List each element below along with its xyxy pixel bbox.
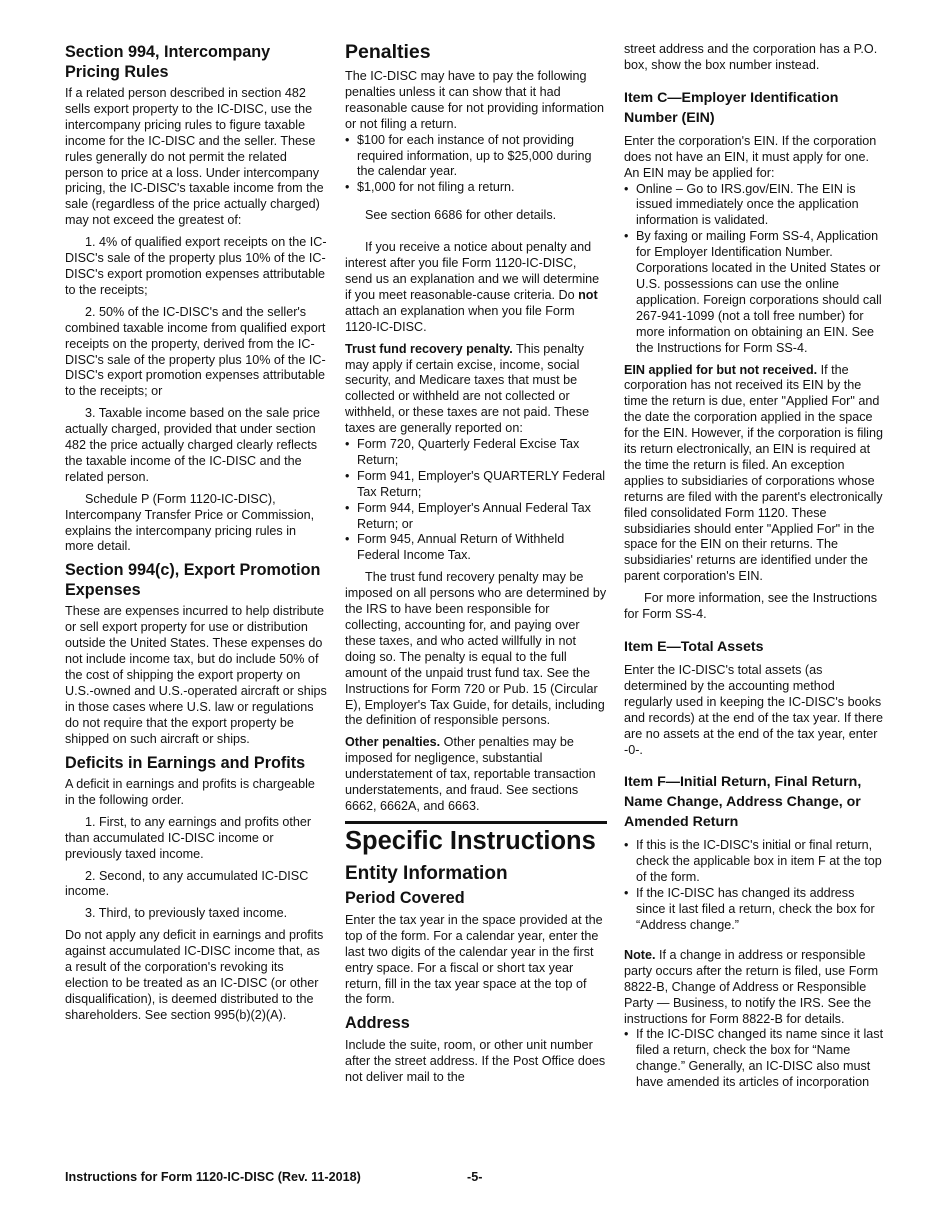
paragraph-item-c: Enter the corporation's EIN. If the corporation does not have an EIN, it must apply for one. An EIN may be applied for: [624,133,877,180]
list-item: • By faxing or mailing Form SS-4, Application for Employer Identification Number. Corporations located in the United States or U.S. possessions can use the online application. Foreign corporations should call 267-941-1099 (not a toll free number) for more information on obtaining an EIN. See the Instructions for Form SS-4. [624,229,882,355]
footer-title: Instructions for Form 1120-IC-DISC (Rev. 11-2018) [65,1170,361,1184]
paragraph-period-covered: Enter the tax year in the space provided at the top of the form. For a calendar year, enter the last two digits of the calendar year in the first entry space. For a fiscal or short tax year return, fill in the tax year space at the top of the form. [345,912,603,1007]
paragraph-994: If a related person described in section 482 sells export property to the IC-DISC, use the intercompany pricing rules to figure taxable income for the IC-DISC and the seller. These rules generally do not permit the related person to price at a loss. Under intercompany pricing, the IC-DISC's taxable income from the sale (regardless of the price actually charged) may not exceed the greatest of: [65,86,324,228]
heading-item-e: Item E—Total Assets [624,639,764,655]
heading-item-c: Item C—Employer Identification Number (EIN) [624,89,839,126]
bullet-icon: • [345,532,350,547]
column-3 [624,42,886,1091]
deficit-order-1: 1. First, to any earnings and profits other than accumulated IC-DISC income or previously taxed income. [65,814,312,861]
column-2 [345,40,607,1092]
paragraph-note: Note. If a change in address or responsible party occurs after the return is filed, use Form 8822-B, Change of Address or Responsible Party — Business, to notify the IRS. See the instructions for Form 8822-B for details. [624,947,879,1026]
list-item: • Form 720, Quarterly Federal Excise Tax Return; [345,437,580,467]
pricing-rule-2: 2. 50% of the IC-DISC's and the seller's combined taxable income from qualified export receipts on the property, derived from the IC-DISC's sale of the property plus 10% of the IC-DISC's export promotion expenses attributable to the receipts; or [65,304,326,399]
heading-deficits: Deficits in Earnings and Profits [65,753,306,772]
heading-item-f: Item F—Initial Return, Final Return, Name Change, Address Change, or Amended Return [624,774,862,831]
bullet-icon: • [345,132,350,147]
paragraph-trust-fund: Trust fund recovery penalty. This penalty may apply if certain excise, income, social security, and Medicare taxes that must be collected or withheld are not collected or withheld, or these taxes are not paid. These taxes are generally reported on: [345,341,590,436]
paragraph-address: Include the suite, room, or other unit number after the street address. If the Post Office does not deliver mail to the [345,1037,606,1084]
paragraph-notice: If you receive a notice about penalty and interest after you file Form 1120-IC-DISC, send us an explanation and we will determine if you meet reasonable-cause criteria. Do not attach an explanation when you file Form 1120-IC-DISC. [345,240,600,334]
list-item: • Form 944, Employer's Annual Federal Tax Return; or [345,500,591,531]
heading-entity-information: Entity Information [345,862,508,884]
heading-section-994: Section 994, Intercompany Pricing Rules [65,43,271,81]
bullet-icon: • [624,838,629,853]
pricing-rule-3: 3. Taxable income based on the sale price actually charged, provided that under section 482 the price actually charged clearly reflects the taxable income of the IC-DISC and the related person. [65,406,321,484]
list-item: • If the IC-DISC changed its name since it last filed a return, check the box for “Name change.” Generally, an IC-DISC also must have amended its articles of incorporation [624,1027,884,1090]
list-item: • If the IC-DISC has changed its address since it last filed a return, check the box for “Address change.” [624,886,875,932]
bullet-icon: • [345,500,350,515]
paragraph-more-info: For more information, see the Instructions for Form SS-4. [624,591,878,622]
heading-section-994c: Section 994(c), Export Promotion Expenses [65,561,321,599]
bullet-icon: • [624,181,629,196]
bullet-icon: • [624,886,629,901]
bullet-icon: • [624,1027,629,1042]
paragraph-item-e: Enter the IC-DISC's total assets (as determined by the accounting method regularly used in keeping the IC-DISC's books and records) at the end of the tax year. If there are no assets at the end of the tax year, enter -0-. [624,663,884,757]
list-item: • Form 945, Annual Return of Withheld Federal Income Tax. [345,532,565,563]
bullet-icon: • [345,468,350,483]
paragraph-do-not-apply: Do not apply any deficit in earnings and profits against accumulated IC-DISC income that, as a result of the corporation's revoking its election to be treated as an IC-DISC (or other disqualification), is deemed distributed to the shareholders. See section 995(b)(2)(A). [65,928,324,1022]
paragraph-994c: These are expenses incurred to help distribute or sell export property for use or distribution outside the United States. These expenses do not include income tax, but do include 50% of the cost of shipping the export property on U.S.-owned and U.S.-operated aircraft or ships in those cases where U.S. law or regulations do not require that the export property be shipped on such aircraft or ships. [65,604,327,746]
heading-period-covered: Period Covered [345,889,465,908]
list-item: • Form 941, Employer's QUARTERLY Federal Tax Return; [345,468,606,499]
list-item: • $1,000 for not filing a return. [345,180,515,195]
heading-address: Address [345,1014,410,1033]
heading-specific-instructions: Specific Instructions [345,821,607,856]
paragraph-penalties: The IC-DISC may have to pay the following penalties unless it can show that it had reasonable cause for not providing information or not filing a return. [345,69,605,131]
deficit-order-3: 3. Third, to previously taxed income. [85,906,288,921]
paragraph-address-continued: street address and the corporation has a P.O. box, show the box number instead. [624,42,878,72]
page-number: -5- [467,1170,483,1184]
paragraph-deficits: A deficit in earnings and profits is chargeable in the following order. [65,777,315,807]
heading-penalties: Penalties [345,41,431,63]
list-item: • Online – Go to IRS.gov/EIN. The EIN is issued immediately once the application information is validated. [624,181,859,228]
bullet-icon: • [345,180,350,195]
paragraph-other-penalties: Other penalties. Other penalties may be imposed for negligence, substantial understatement of tax, reportable transaction understatements, and fraud. See sections 6662, 6662A, and 6663. [345,735,596,813]
deficit-order-2: 2. Second, to any accumulated IC-DISC income. [65,868,309,899]
paragraph-trust-fund-recovery: The trust fund recovery penalty may be imposed on all persons who are determined by the IRS to have been responsible for collecting, accounting for, and paying over these taxes, and who acted willfully in not doing so. The penalty is equal to the full amount of the unpaid trust fund tax. See the Instructions for Form 720 or Pub. 15 (Circular E), Employer's Tax Guide, for details, including the definition of responsible persons. [345,570,607,728]
column-1 [65,40,327,1030]
bullet-icon: • [624,229,629,244]
list-item: • If this is the IC-DISC's initial or final return, check the applicable box in item F at the top of the form. [624,838,882,885]
bullet-icon: • [345,437,350,452]
paragraph-schedule-p: Schedule P (Form 1120-IC-DISC), Intercompany Transfer Price or Commission, explains the intercompany pricing rules in more detail. [65,491,315,554]
pricing-rule-1: 1. 4% of qualified export receipts on the IC-DISC's sale of the property plus 10% of the IC-DISC's export promotion expenses attributable to the receipts; [65,235,327,297]
list-item: • $100 for each instance of not providing required information, up to $25,000 during the calendar year. [345,132,592,179]
paragraph-section-6686: See section 6686 for other details. [365,208,557,223]
paragraph-ein-applied: EIN applied for but not received. If the corporation has not received its EIN by the time the return is due, enter "Applied For" and the date the corporation applied in the space for the EIN. However, if the corporation is filing its return electronically, an EIN is required at the time the return is filed. An exception applies to subsidiaries of corporations whose returns are filed with the parent's electronically filed consolidated Form 1120. These subsidiaries should enter "Applied For" in the space for the EIN on their returns. The subsidiaries' returns are identified under the parent corporation's EIN. [624,362,883,584]
